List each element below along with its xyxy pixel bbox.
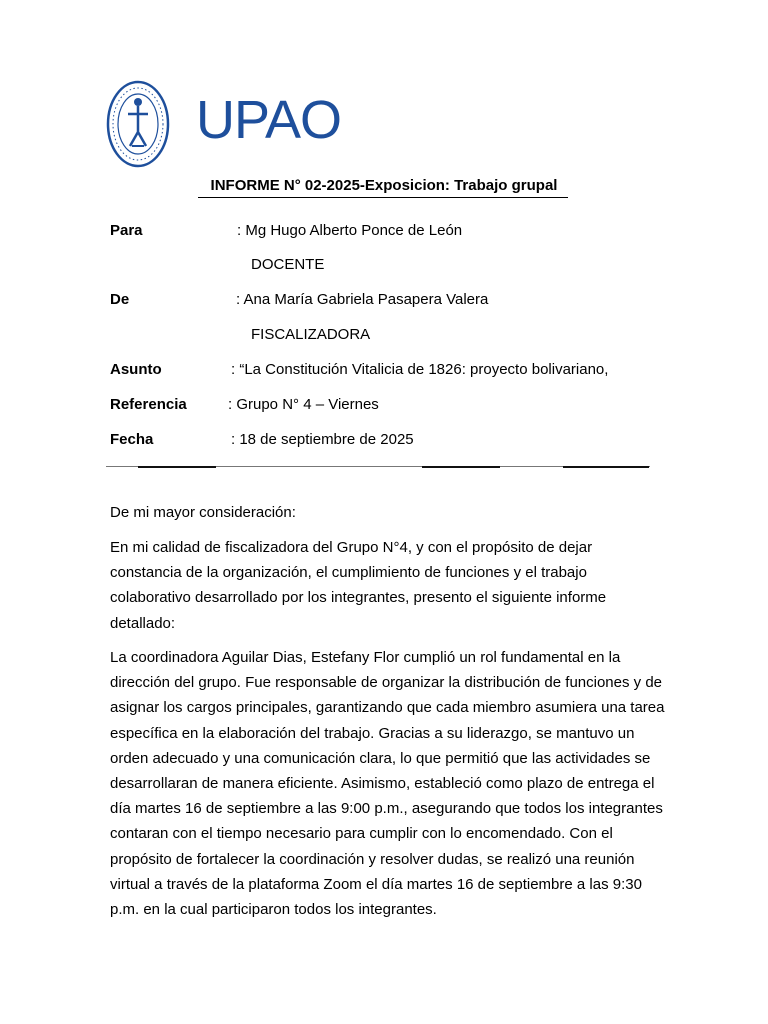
field-de-role-value: FISCALIZADORA: [251, 326, 371, 343]
field-de-label: De: [110, 291, 130, 308]
logo-wordmark: UPAO: [196, 90, 342, 150]
separator-segment: [138, 466, 216, 468]
field-asunto-label: Asunto: [110, 361, 162, 378]
title-underline: [198, 197, 568, 198]
field-para: [0, 222, 768, 242]
field-fecha-value: : 18 de septiembre de 2025: [231, 431, 414, 448]
field-asunto: [0, 361, 768, 381]
paragraph-coordinator: La coordinadora Aguilar Dias, Estefany Flor cumplió un rol fundamental en la dirección del grupo. Fue responsable de organizar la distribución de funciones y de asignar los cargos principales, garantizando que cada miembro asumiera una tarea específica en la elaboración del trabajo. Gracias a su liderazgo, se mantuvo un orden adecuado y una comunicación clara, lo que permitió que las actividades se desarrollaran de manera eficiente. Asimismo, estableció como plazo de entrega el día martes 16 de septiembre a las 9:00 p.m., asegurando que todos los integrantes contaran con el tiempo necesario para cumplir con lo encomendado. Con el propósito de fortalecer la coordinación y resolver dudas, se realizó una reunión virtual a través de la plataforma Zoom el día martes 16 de septiembre a las 9:30 p.m. en la cual participaron todos los integrantes.: [110, 649, 665, 919]
field-referencia: [0, 396, 768, 416]
field-de: [0, 291, 768, 311]
field-referencia-label: Referencia: [110, 396, 187, 413]
field-asunto-value: : “La Constitución Vitalicia de 1826: proyecto bolivariano,: [231, 361, 609, 378]
field-para-label: Para: [110, 222, 143, 239]
separator-segment: [563, 466, 649, 468]
field-para-role-value: DOCENTE: [251, 256, 325, 273]
field-de-role: [0, 326, 768, 346]
field-fecha-label: Fecha: [110, 431, 154, 448]
field-para-role: [0, 256, 768, 276]
university-seal-icon: [106, 80, 170, 168]
field-para-value: : Mg Hugo Alberto Ponce de León: [237, 222, 463, 239]
field-referencia-value: : Grupo N° 4 – Viernes: [228, 396, 379, 413]
field-de-value: : Ana María Gabriela Pasapera Valera: [236, 291, 489, 308]
upao-logo: [106, 80, 342, 170]
separator-segment: [422, 466, 500, 468]
field-fecha: [0, 431, 768, 451]
report-title: INFORME N° 02-2025-Exposicion: Trabajo grupal: [210, 177, 558, 194]
greeting: De mi mayor consideración:: [110, 504, 296, 521]
paragraph-intro: En mi calidad de fiscalizadora del Grupo N°4, y con el propósito de dejar constancia de la organización, el cumplimiento de funciones y el trabajo colaborativo desarrollado por los integrantes, presento el siguiente informe detallado:: [110, 539, 607, 632]
